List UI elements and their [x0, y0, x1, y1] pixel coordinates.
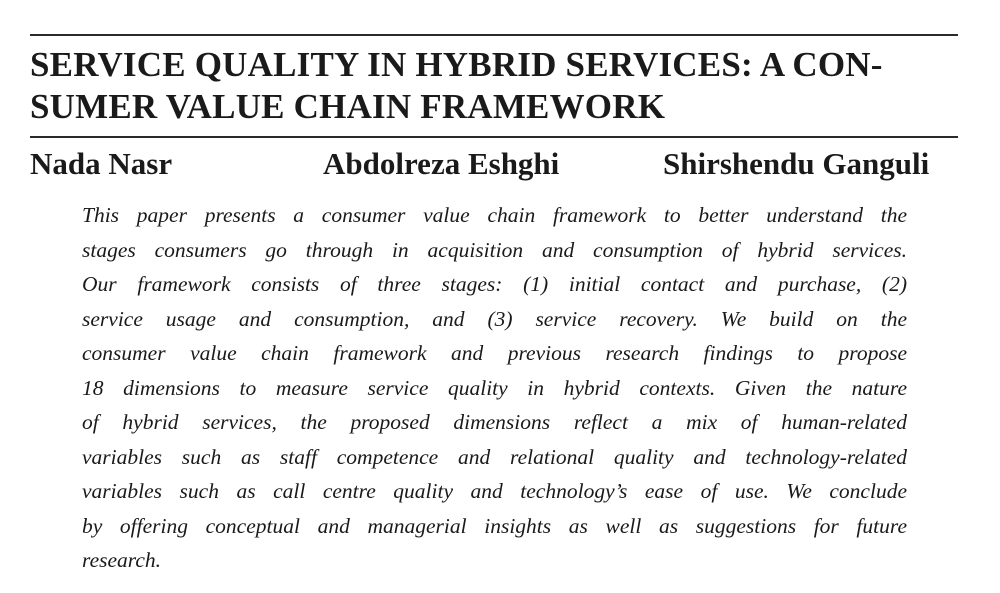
title-bottom-rule	[30, 136, 958, 138]
abstract-line: 18 dimensions to measure service quality in hybrid contexts. Given the nature	[82, 375, 907, 400]
author-name: Nada Nasr	[30, 146, 173, 181]
abstract-line: of hybrid services, the proposed dimensions reflect a mix of human-related	[82, 410, 907, 434]
abstract-line: service usage and consumption, and (3) service recovery. We build on the	[82, 306, 907, 331]
abstract-line: research.	[82, 548, 162, 572]
paper-title	[30, 44, 970, 128]
author-name: Abdolreza Eshghi	[323, 146, 560, 181]
abstract-line: by offering conceptual and managerial insights as well as suggestions for future	[82, 513, 907, 538]
abstract	[82, 198, 907, 578]
abstract-line: Our framework consists of three stages: (1) initial contact and purchase, (2)	[82, 272, 907, 296]
abstract-line: variables such as call centre quality and technology’s ease of use. We conclude	[82, 479, 907, 503]
author-name: Shirshendu Ganguli	[663, 146, 930, 181]
paper-title-line: SERVICE QUALITY IN HYBRID SERVICES: A CON-	[30, 45, 883, 84]
paper-title-line: SUMER VALUE CHAIN FRAMEWORK	[30, 87, 666, 126]
abstract-line: stages consumers go through in acquisition and consumption of hybrid services.	[82, 237, 907, 262]
author-list	[0, 146, 1000, 186]
title-top-rule	[30, 34, 958, 36]
abstract-line: variables such as staff competence and relational quality and technology-related	[82, 444, 907, 469]
abstract-line: This paper presents a consumer value chain framework to better understand the	[82, 203, 907, 227]
abstract-line: consumer value chain framework and previous research findings to propose	[82, 341, 907, 365]
